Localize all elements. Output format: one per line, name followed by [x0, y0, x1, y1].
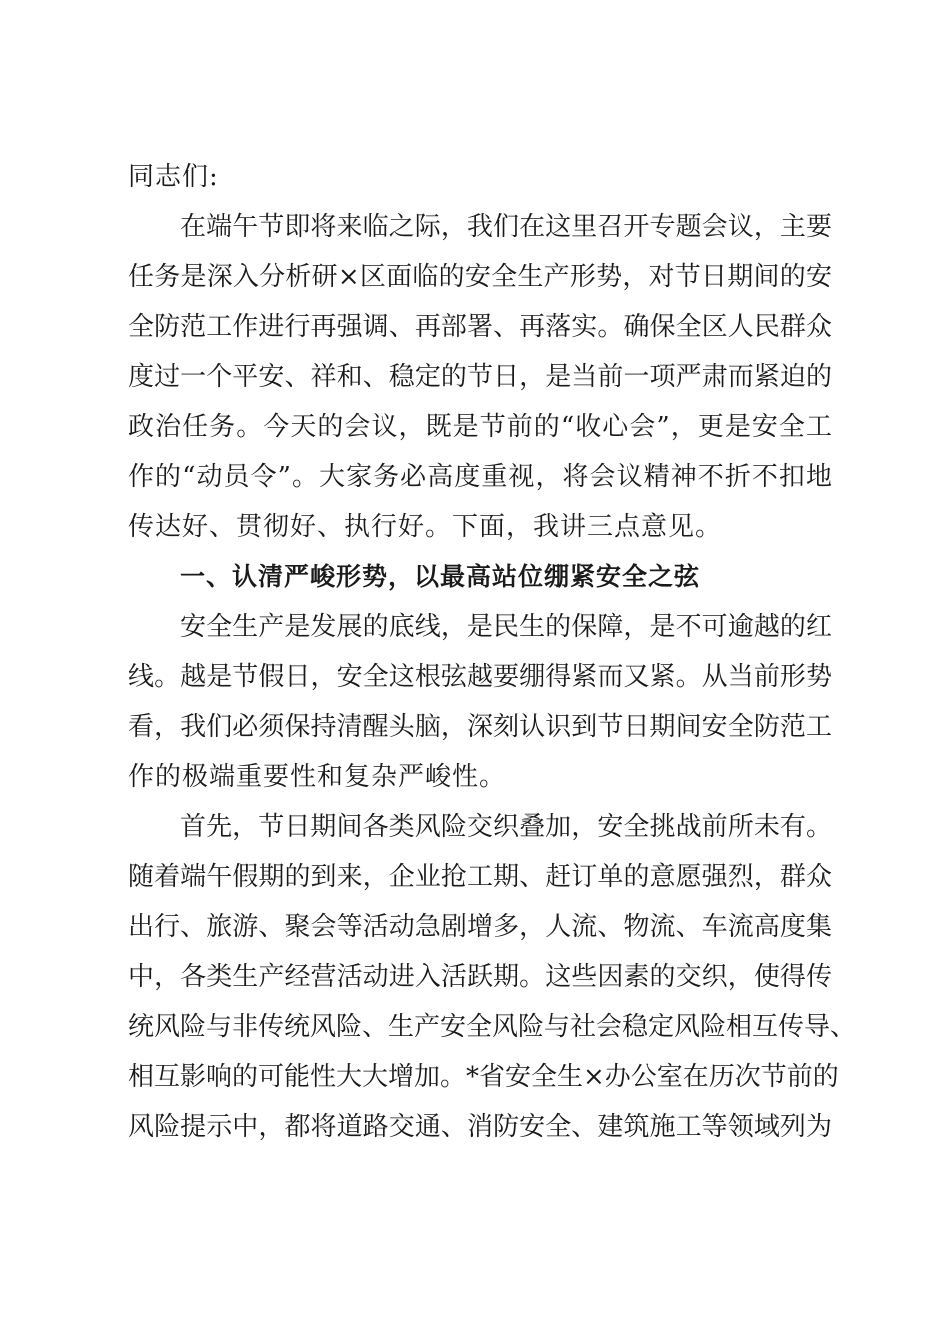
paragraph-line: 任务是深入分析研×区面临的安全生产形势，对节日期间的安: [128, 262, 832, 292]
paragraph-line: 安全生产是发展的底线，是民生的保障，是不可逾越的红: [180, 612, 832, 642]
paragraph-intro: [128, 202, 832, 552]
paragraph-line: 度过一个平安、祥和、稳定的节日，是当前一项严肃而紧迫的: [128, 362, 832, 392]
paragraph-line: 看，我们必须保持清醒头脑，深刻认识到节日期间安全防范工: [128, 712, 832, 742]
paragraph-line: 全防范工作进行再强调、再部署、再落实。确保全区人民群众: [128, 312, 832, 342]
paragraph-line: 统风险与非传统风险、生产安全风险与社会稳定风险相互传导、: [128, 1012, 857, 1042]
paragraph-line: 传达好、贯彻好、执行好。下面，我讲三点意见。: [128, 512, 723, 542]
salutation: 同志们:: [128, 162, 219, 192]
paragraph-line: 风险提示中，都将道路交通、消防安全、建筑施工等领域列为: [128, 1112, 832, 1142]
paragraph-line: 作的极端重要性和复杂严峻性。: [128, 762, 507, 792]
document-body: [128, 152, 857, 1152]
paragraph-line: 线。越是节假日，安全这根弦越要绷得紧而又紧。从当前形势: [128, 662, 832, 692]
paragraph-section1-intro: [128, 602, 832, 802]
paragraph-line: 随着端午假期的到来，企业抢工期、赶订单的意愿强烈，群众: [128, 862, 832, 892]
paragraph-line: 在端午节即将来临之际，我们在这里召开专题会议，主要: [180, 212, 832, 242]
paragraph-line: 出行、旅游、聚会等活动急剧增多，人流、物流、车流高度集: [128, 912, 832, 942]
paragraph-line: 中，各类生产经营活动进入活跃期。这些因素的交织，使得传: [128, 962, 832, 992]
paragraph-line: 相互影响的可能性大大增加。*省安全生×办公室在历次节前的: [128, 1062, 839, 1092]
paragraph-line: 首先，节日期间各类风险交织叠加，安全挑战前所未有。: [180, 812, 832, 842]
section-heading-1: 一、认清严峻形势，以最高站位绷紧安全之弦: [180, 562, 701, 591]
paragraph-first-point: [128, 802, 857, 1152]
paragraph-line: 作的“动员令”。大家务必高度重视，将会议精神不折不扣地: [128, 462, 832, 492]
paragraph-line: 政治任务。今天的会议，既是节前的“收心会”，更是安全工: [128, 412, 832, 442]
